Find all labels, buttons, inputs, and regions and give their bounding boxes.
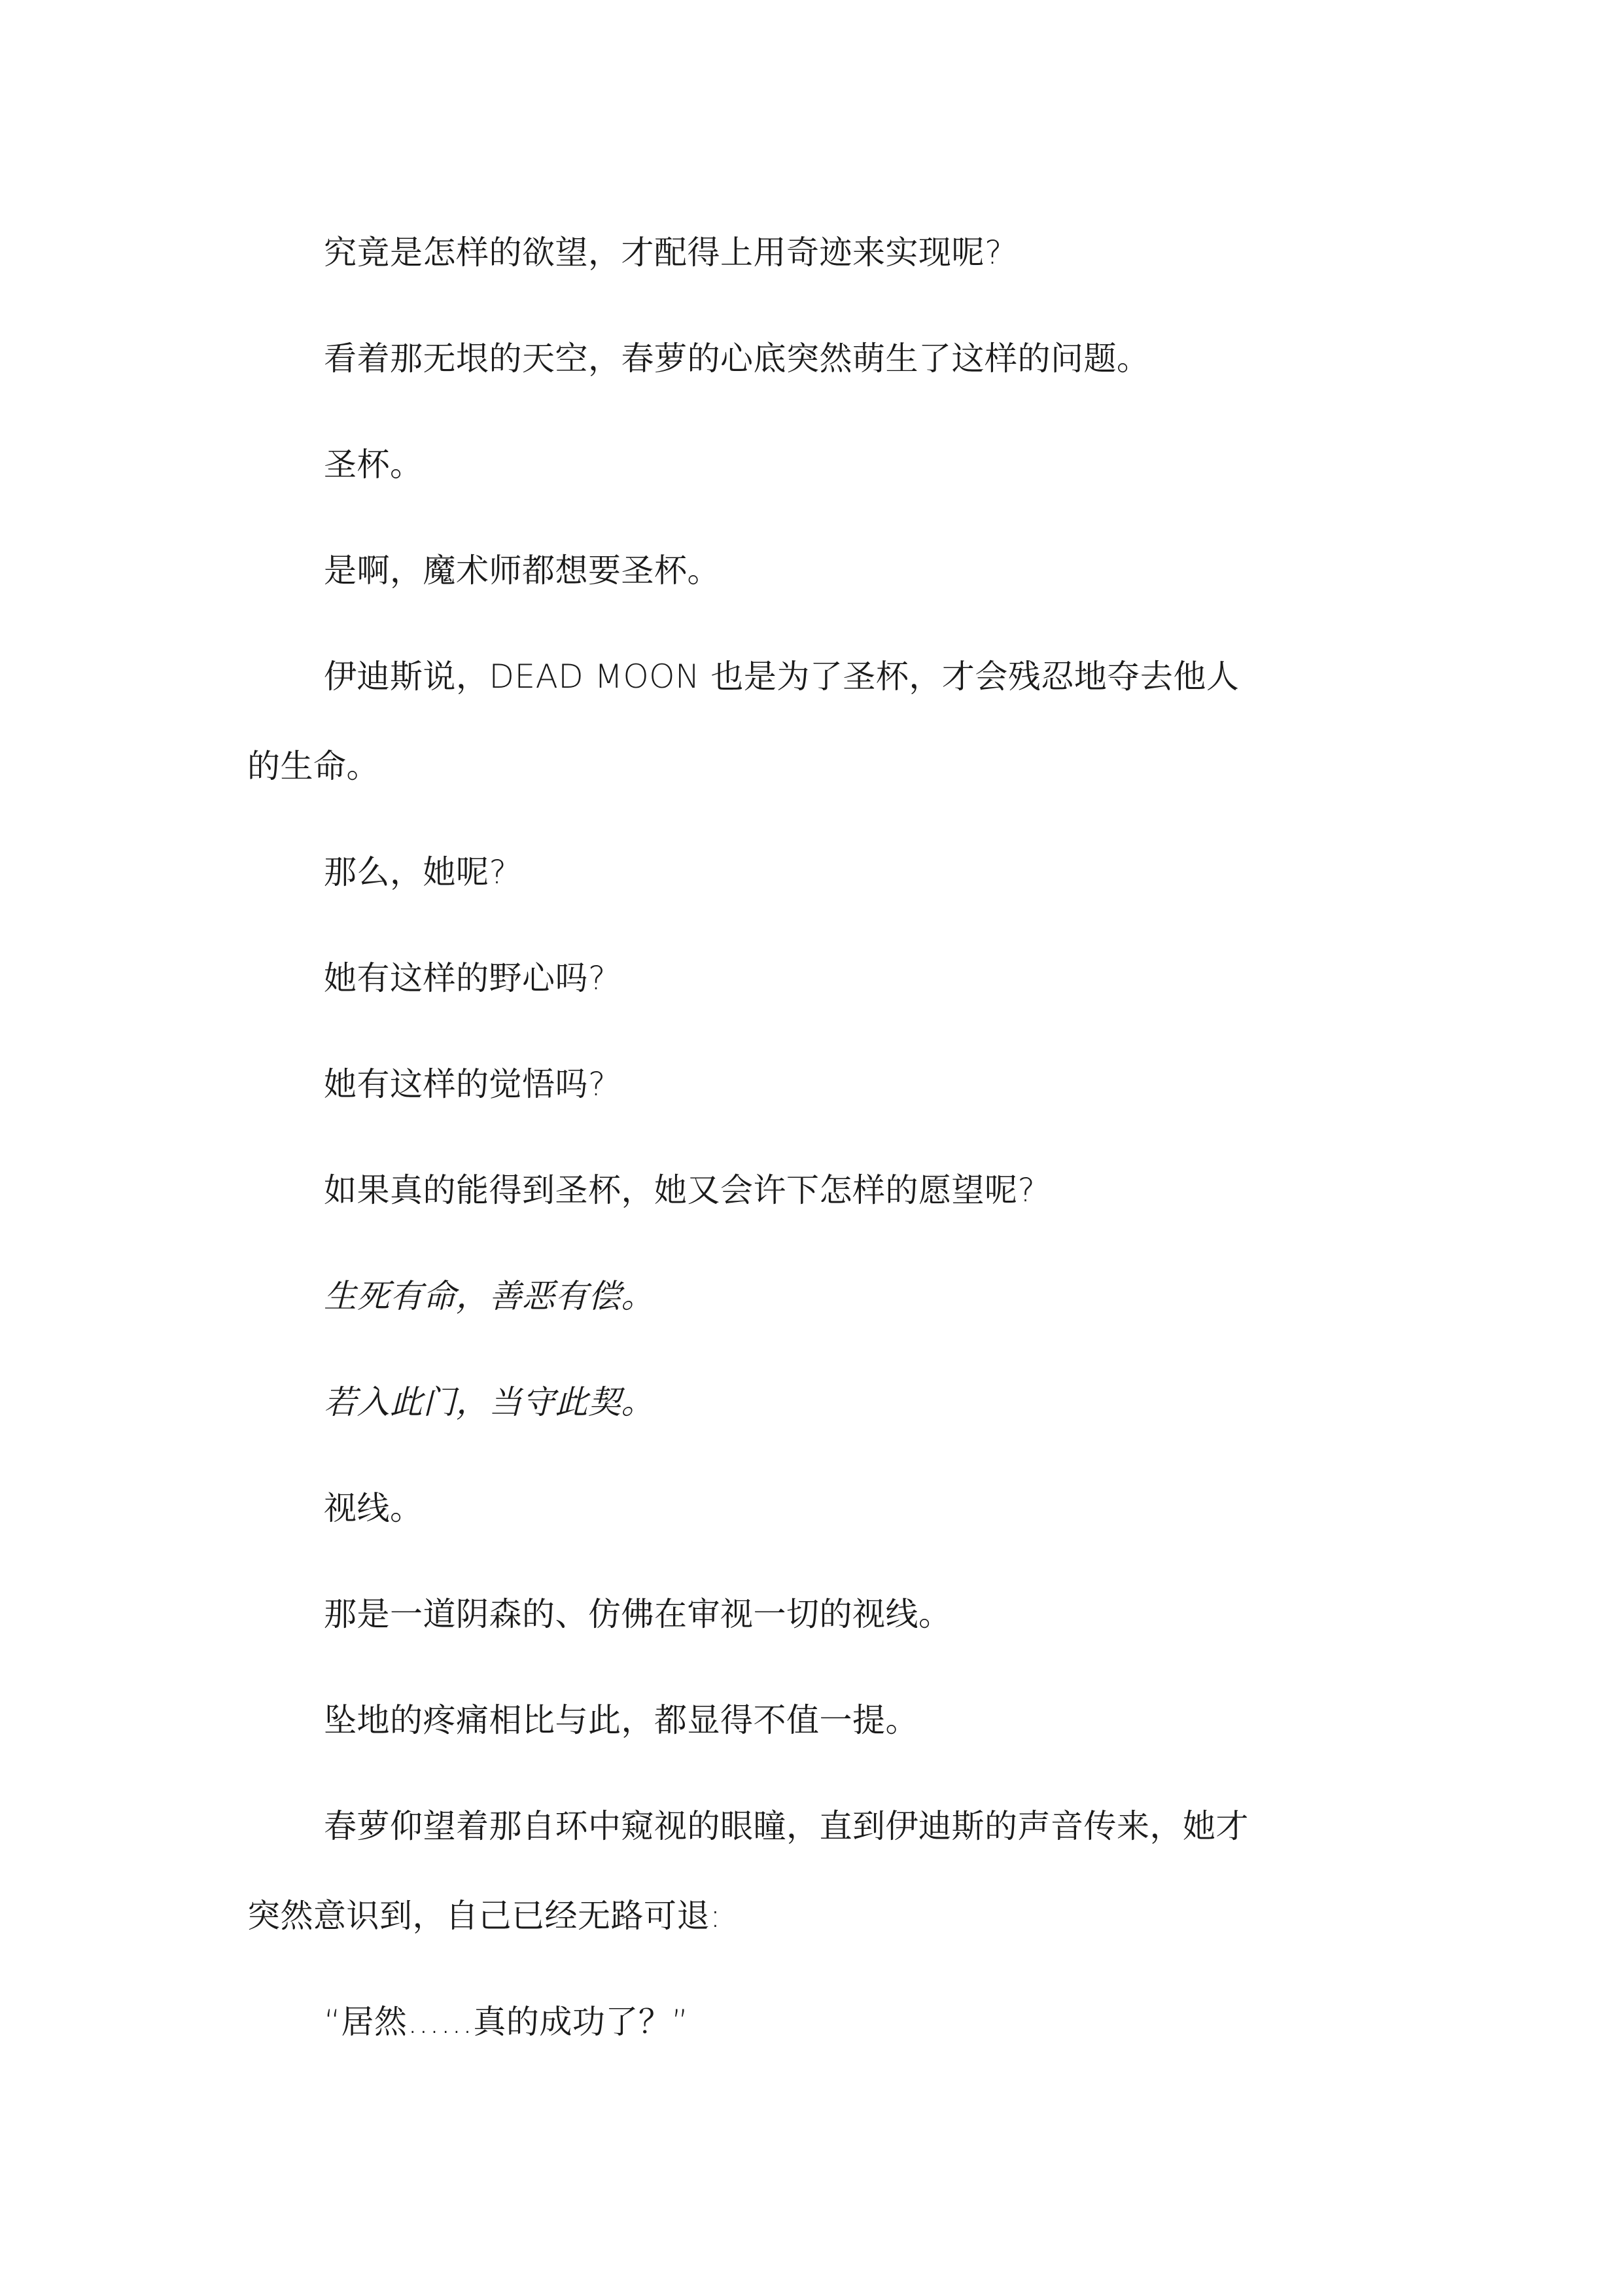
- paragraph-7: 她有这样的野心吗?: [324, 959, 606, 997]
- paragraph-3: 圣杯。: [324, 446, 423, 484]
- paragraph-9: 如果真的能得到圣杯，她又会许下怎样的愿望呢?: [324, 1171, 1036, 1209]
- paragraph-8: 她有这样的觉悟吗?: [324, 1065, 606, 1103]
- text-body: [247, 208, 1268, 2083]
- paragraph-13: 那是一道阴森的、仿佛在审视一切的视线。: [324, 1595, 952, 1633]
- paragraph-10-italic: 生死有命，善恶有偿。: [324, 1277, 654, 1315]
- paragraph-6: 那么，她呢?: [324, 853, 507, 891]
- paragraph-2: 看着那无垠的天空，春萝的心底突然萌生了这样的问题。: [324, 340, 1150, 378]
- paragraph-16-dialogue: “居然……真的成功了？”: [324, 2003, 689, 2041]
- paragraph-1: 究竟是怎样的欲望，才配得上用奇迹来实现呢?: [324, 234, 1003, 272]
- paragraph-15: 春萝仰望着那自环中窥视的眼瞳，直到伊迪斯的声音传来，她才突然意识到，自己已经无路可退:: [247, 1807, 1249, 1935]
- paragraph-14: 坠地的疼痛相比与此，都显得不值一提。: [324, 1701, 918, 1739]
- paragraph-12: 视线。: [324, 1489, 423, 1527]
- paragraph-4: 是啊，魔术师都想要圣杯。: [324, 552, 720, 590]
- paragraph-11-italic: 若入此门，当守此契。: [324, 1383, 654, 1421]
- paragraph-5: 伊迪斯说，DEAD MOON 也是为了圣杯，才会残忍地夺去他人的生命。: [247, 658, 1240, 785]
